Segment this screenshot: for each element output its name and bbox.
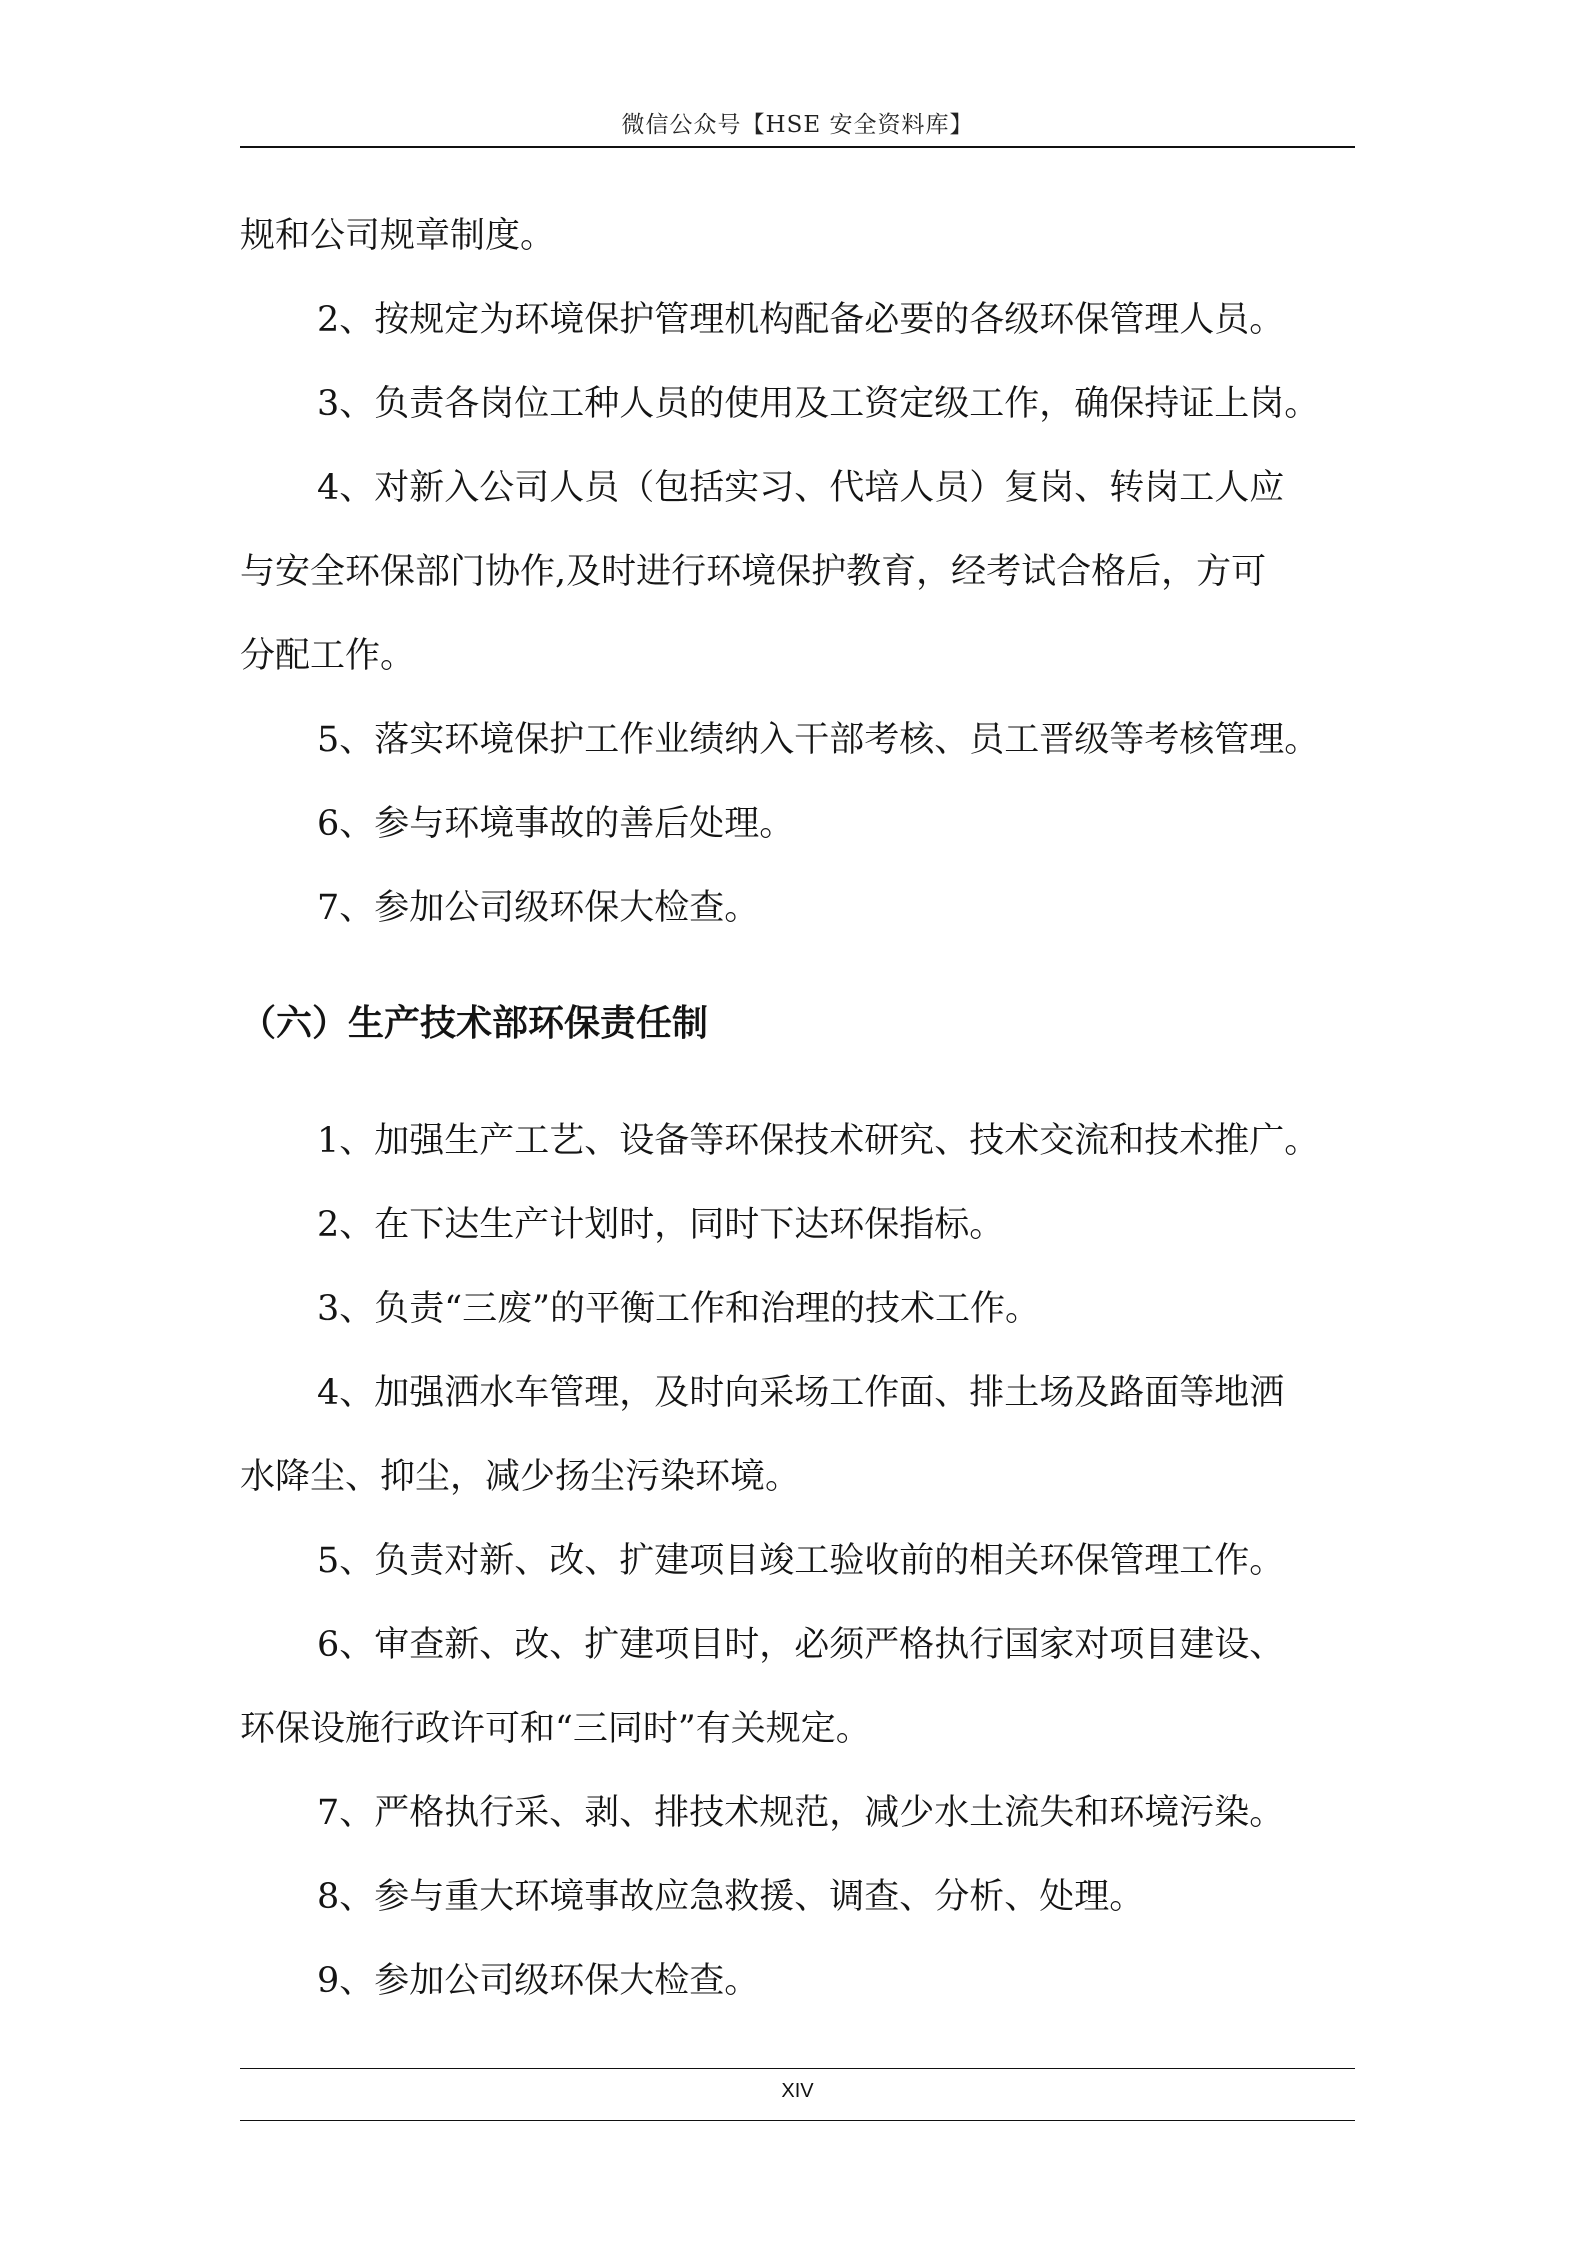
paragraph-line: 6、审查新、改、扩建项目时，必须严格执行国家对项目建设、 xyxy=(317,1625,1285,1665)
paragraph-line: 3、负责“三废”的平衡工作和治理的技术工作。 xyxy=(317,1289,1041,1329)
paragraph-line: 水降尘、抑尘，减少扬尘污染环境。 xyxy=(240,1457,801,1497)
paragraph-line: 环保设施行政许可和“三同时”有关规定。 xyxy=(240,1709,871,1749)
paragraph-line: 6、参与环境事故的善后处理。 xyxy=(317,804,795,844)
paragraph-line: 1、加强生产工艺、设备等环保技术研究、技术交流和技术推广。 xyxy=(317,1121,1320,1161)
paragraph-line: 与安全环保部门协作,及时进行环境保护教育，经考试合格后，方可 xyxy=(240,552,1267,592)
footer-divider-bottom xyxy=(240,2120,1355,2121)
paragraph-line: 7、参加公司级环保大检查。 xyxy=(317,888,760,928)
paragraph-line: 4、对新入公司人员（包括实习、代培人员）复岗、转岗工人应 xyxy=(317,468,1285,508)
section-heading: （六）生产技术部环保责任制 xyxy=(240,1003,709,1044)
paragraph-line: 2、在下达生产计划时，同时下达环保指标。 xyxy=(317,1205,1005,1245)
paragraph-line: 8、参与重大环境事故应急救援、调查、分析、处理。 xyxy=(317,1877,1145,1917)
paragraph-line: 5、负责对新、改、扩建项目竣工验收前的相关环保管理工作。 xyxy=(317,1541,1285,1581)
paragraph-line: 5、落实环境保护工作业绩纳入干部考核、员工晋级等考核管理。 xyxy=(317,720,1320,760)
paragraph-line: 规和公司规章制度。 xyxy=(240,216,556,256)
header-divider xyxy=(240,146,1355,148)
paragraph-line: 2、按规定为环境保护管理机构配备必要的各级环保管理人员。 xyxy=(317,300,1285,340)
paragraph-line: 4、加强洒水车管理，及时向采场工作面、排土场及路面等地洒 xyxy=(317,1373,1285,1413)
footer-divider-top xyxy=(240,2068,1355,2069)
paragraph-line: 分配工作。 xyxy=(240,636,416,676)
paragraph-line: 9、参加公司级环保大检查。 xyxy=(317,1961,760,2001)
paragraph-line: 3、负责各岗位工种人员的使用及工资定级工作，确保持证上岗。 xyxy=(317,384,1320,424)
page-number: XIV xyxy=(781,2080,814,2102)
paragraph-line: 7、严格执行采、剥、排技术规范，减少水土流失和环境污染。 xyxy=(317,1793,1285,1833)
header-title: 微信公众号【HSE 安全资料库】 xyxy=(621,112,974,138)
